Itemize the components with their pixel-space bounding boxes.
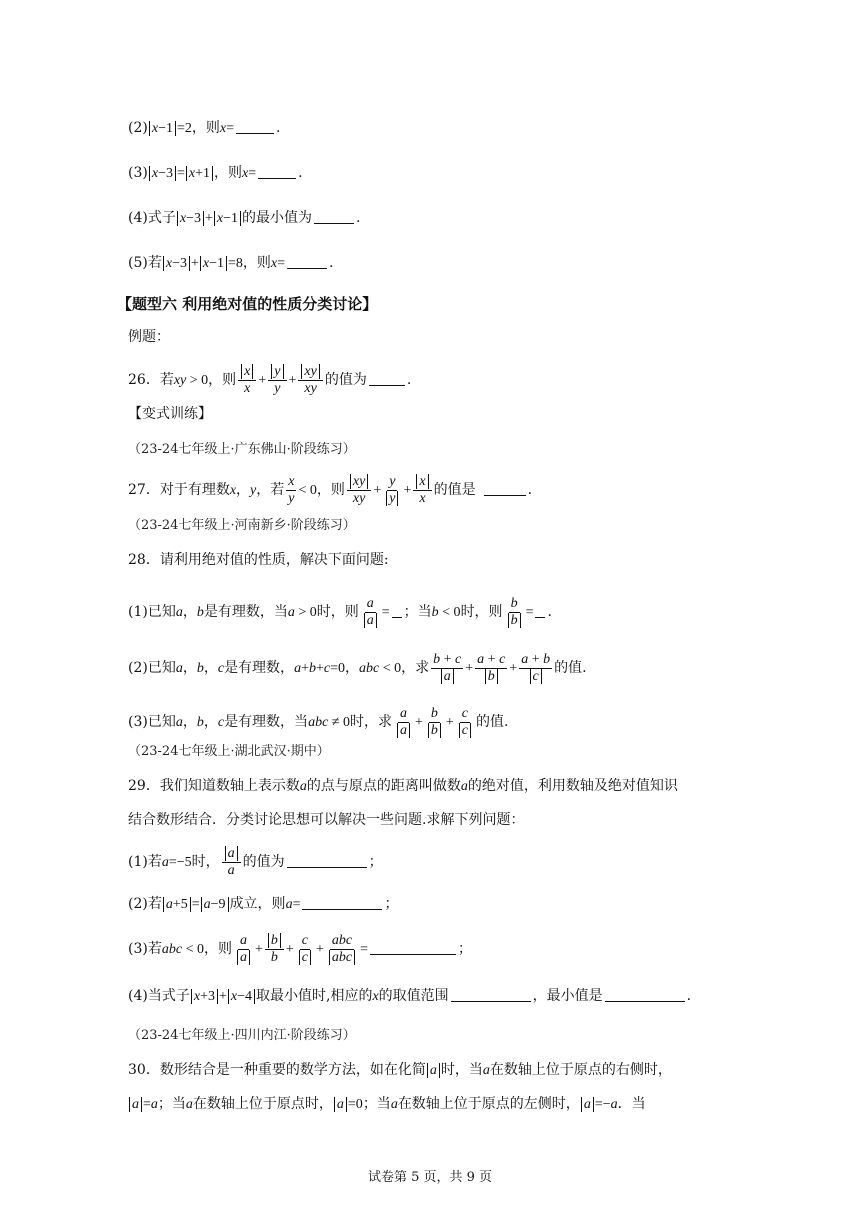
example-label: 例题： (128, 329, 170, 345)
fraction: $\frac{x}{x}$ (238, 364, 256, 397)
section-title: 【题型六 利用绝对值的性质分类讨论】 (117, 295, 378, 313)
answer-blank[interactable] (605, 987, 685, 1002)
answer-blank[interactable] (236, 119, 274, 134)
q25-part2: (2) x−1 =2，则x= . (128, 120, 281, 136)
question-30-line2: a =a；当a在数轴上位于原点时， a =0；当a在数轴上位于原点的左侧时， a =−a．当 (128, 1094, 740, 1115)
answer-blank[interactable] (287, 853, 367, 868)
practice-label: 【变式训练】 (128, 406, 212, 422)
q29-part4: (4)当式子 x+3 + x−4 取最小值时,相应的x的取值范围 ，最小值是 . (128, 988, 692, 1004)
answer-blank[interactable] (287, 254, 327, 269)
question-30-line1: 30．数形结合是一种重要的数学方法，如在化简 a 时，当a在数轴上位于原点的右侧时， (128, 1062, 672, 1078)
q29-source: （23-24七年级上·湖北武汉·期中） (128, 744, 330, 759)
q25-part4: (4)式子 x−3 + x−1 的最小值为 . (128, 210, 361, 226)
page-footer: 试卷第 5 页，共 9 页 (367, 1170, 493, 1185)
answer-blank[interactable] (370, 940, 456, 955)
q27-source: （23-24七年级上·广东佛山·阶段练习） (128, 442, 356, 457)
q28-part2: (2)已知a，b，c是有理数，a+b+c=0，abc < 0，求 $\frac{b + c}{a}$ + $\frac{a + c}{b}$ + $\frac{a + b}{c}$ 的值. (128, 651, 587, 684)
answer-blank[interactable] (484, 481, 526, 496)
q28-part3: (3)已知a，b，c是有理数，当abc ≠ 0时，求 $\frac{a}{a}$ + $\frac{b}{b}$ + $\frac{c}{c}$ 的值. (128, 705, 509, 738)
q29-part1: (1)若a=−5时， $\frac{a}{a}$ 的值为 ； (128, 845, 383, 878)
answer-blank[interactable] (302, 895, 382, 910)
question-28-intro: 28．请利用绝对值的性质，解决下面问题: (128, 552, 389, 568)
answer-blank[interactable] (314, 209, 354, 224)
q29-part3: (3)若abc < 0，则 $\frac{a}{a}$ + $\frac{b}{b}$ + $\frac{c}{c}$ + $\frac{\text{abc}}{\text{abc}}$ = ； (128, 932, 473, 965)
q25-part5: (5)若 x−3 + x−1 =8，则x= . (128, 255, 334, 271)
answer-blank[interactable] (258, 164, 296, 179)
q30-source: （23-24七年级上·四川内江·阶段练习） (128, 1028, 356, 1043)
answer-blank[interactable] (451, 987, 531, 1002)
question-29-line2: 结合数形结合．分类讨论思想可以解决一些问题.求解下列问题： (128, 812, 525, 828)
question-27: 27．对于有理数x，y，若 $\frac{x}{y}$ < 0，则 $\frac{xy}{xy}$ + $\frac{y}{y}$ + $\frac{x}{x}$ 的值是 . (128, 473, 533, 506)
answer-blank[interactable] (392, 603, 402, 618)
answer-blank[interactable] (535, 603, 545, 618)
answer-blank[interactable] (369, 371, 405, 386)
part-label: (2) (128, 120, 148, 136)
question-29-line1: 29．我们知道数轴上表示数a的点与原点的距离叫做数a的绝对值，利用数轴及绝对值知识 (128, 778, 678, 794)
q29-part2: (2)若 a+5 = a−9 成立，则a= ； (128, 896, 399, 912)
abs-expr: x−1 (149, 121, 176, 136)
q28-part1: (1)已知a，b是有理数，当a > 0时，则 $\frac{a}{a}$ = ；当b < 0时，则 $\frac{b}{b}$ = . (128, 595, 552, 628)
q28-source: （23-24七年级上·河南新乡·阶段练习） (128, 518, 356, 533)
question-26: 26．若xy > 0，则 $\frac{x}{x}$ + $\frac{y}{y}$ + $\frac{xy}{xy}$ 的值为 . (128, 363, 412, 396)
q25-part3: (3) x−3 = x+1 ，则x= . (128, 165, 303, 181)
